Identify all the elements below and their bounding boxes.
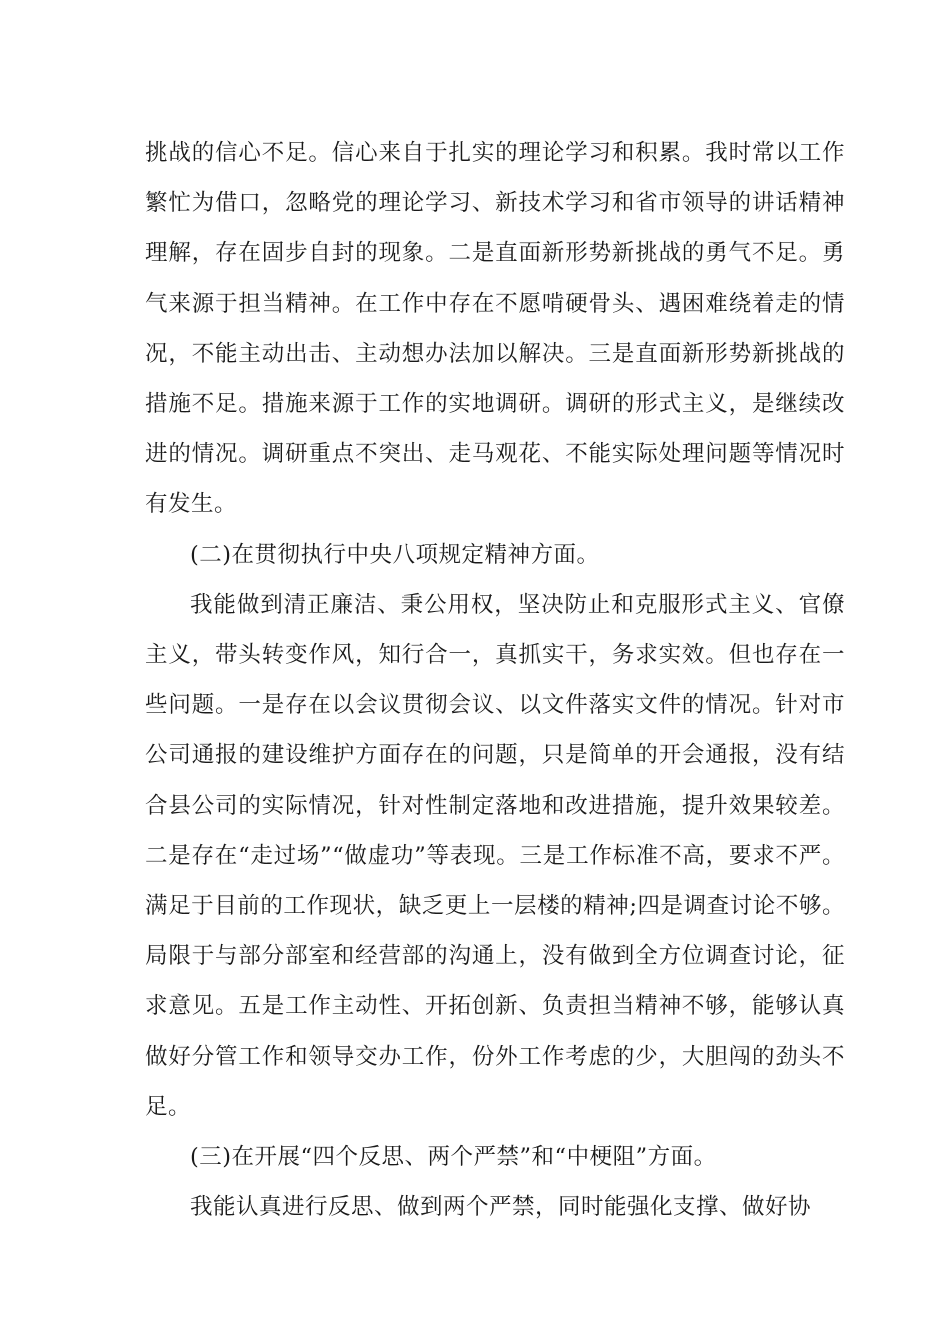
paragraph-section-3: 我能认真进行反思、做到两个严禁，同时能强化支撑、做好协 <box>190 1194 812 1221</box>
section-heading-2: (二)在贯彻执行中央八项规定精神方面。 <box>190 541 600 568</box>
document-body <box>145 128 845 1232</box>
paragraph-continuation: 挑战的信心不足。信心来自于扎实的理论学习和积累。我时常以工作繁忙为借口，忽略党的理论学习、新技术学习和省市领导的讲话精神理解，存在固步自封的现象。二是直面新形势新挑战的勇气不足。勇气来源于担当精神。在工作中存在不愿啃硬骨头、遇困难绕着走的情况，不能主动出击、主动想办法加以解决。三是直面新形势新挑战的措施不足。措施来源于工作的实地调研。调研的形式主义，是继续改进的情况。调研重点不突出、走马观花、不能实际处理问题等情况时有发生。 <box>145 140 845 518</box>
section-heading-3: (三)在开展“四个反思、两个严禁”和“中梗阻”方面。 <box>190 1144 717 1171</box>
paragraph-section-2: 我能做到清正廉洁、秉公用权，坚决防止和克服形式主义、官僚主义，带头转变作风，知行合一，真抓实干，务求实效。但也存在一些问题。一是存在以会议贯彻会议、以文件落实文件的情况。针对市公司通报的建设维护方面存在的问题，只是简单的开会通报，没有结合县公司的实际情况，针对性制定落地和改进措施，提升效果较差。二是存在“走过场”“做虚功”等表现。三是工作标准不高，要求不严。满足于目前的工作现状，缺乏更上一层楼的精神;四是调查讨论不够。局限于与部分部室和经营部的沟通上，没有做到全方位调查讨论，征求意见。五是工作主动性、开拓创新、负责担当精神不够，能够认真做好分管工作和领导交办工作，份外工作考虑的少，大胆闯的劲头不足。 <box>145 591 845 1120</box>
